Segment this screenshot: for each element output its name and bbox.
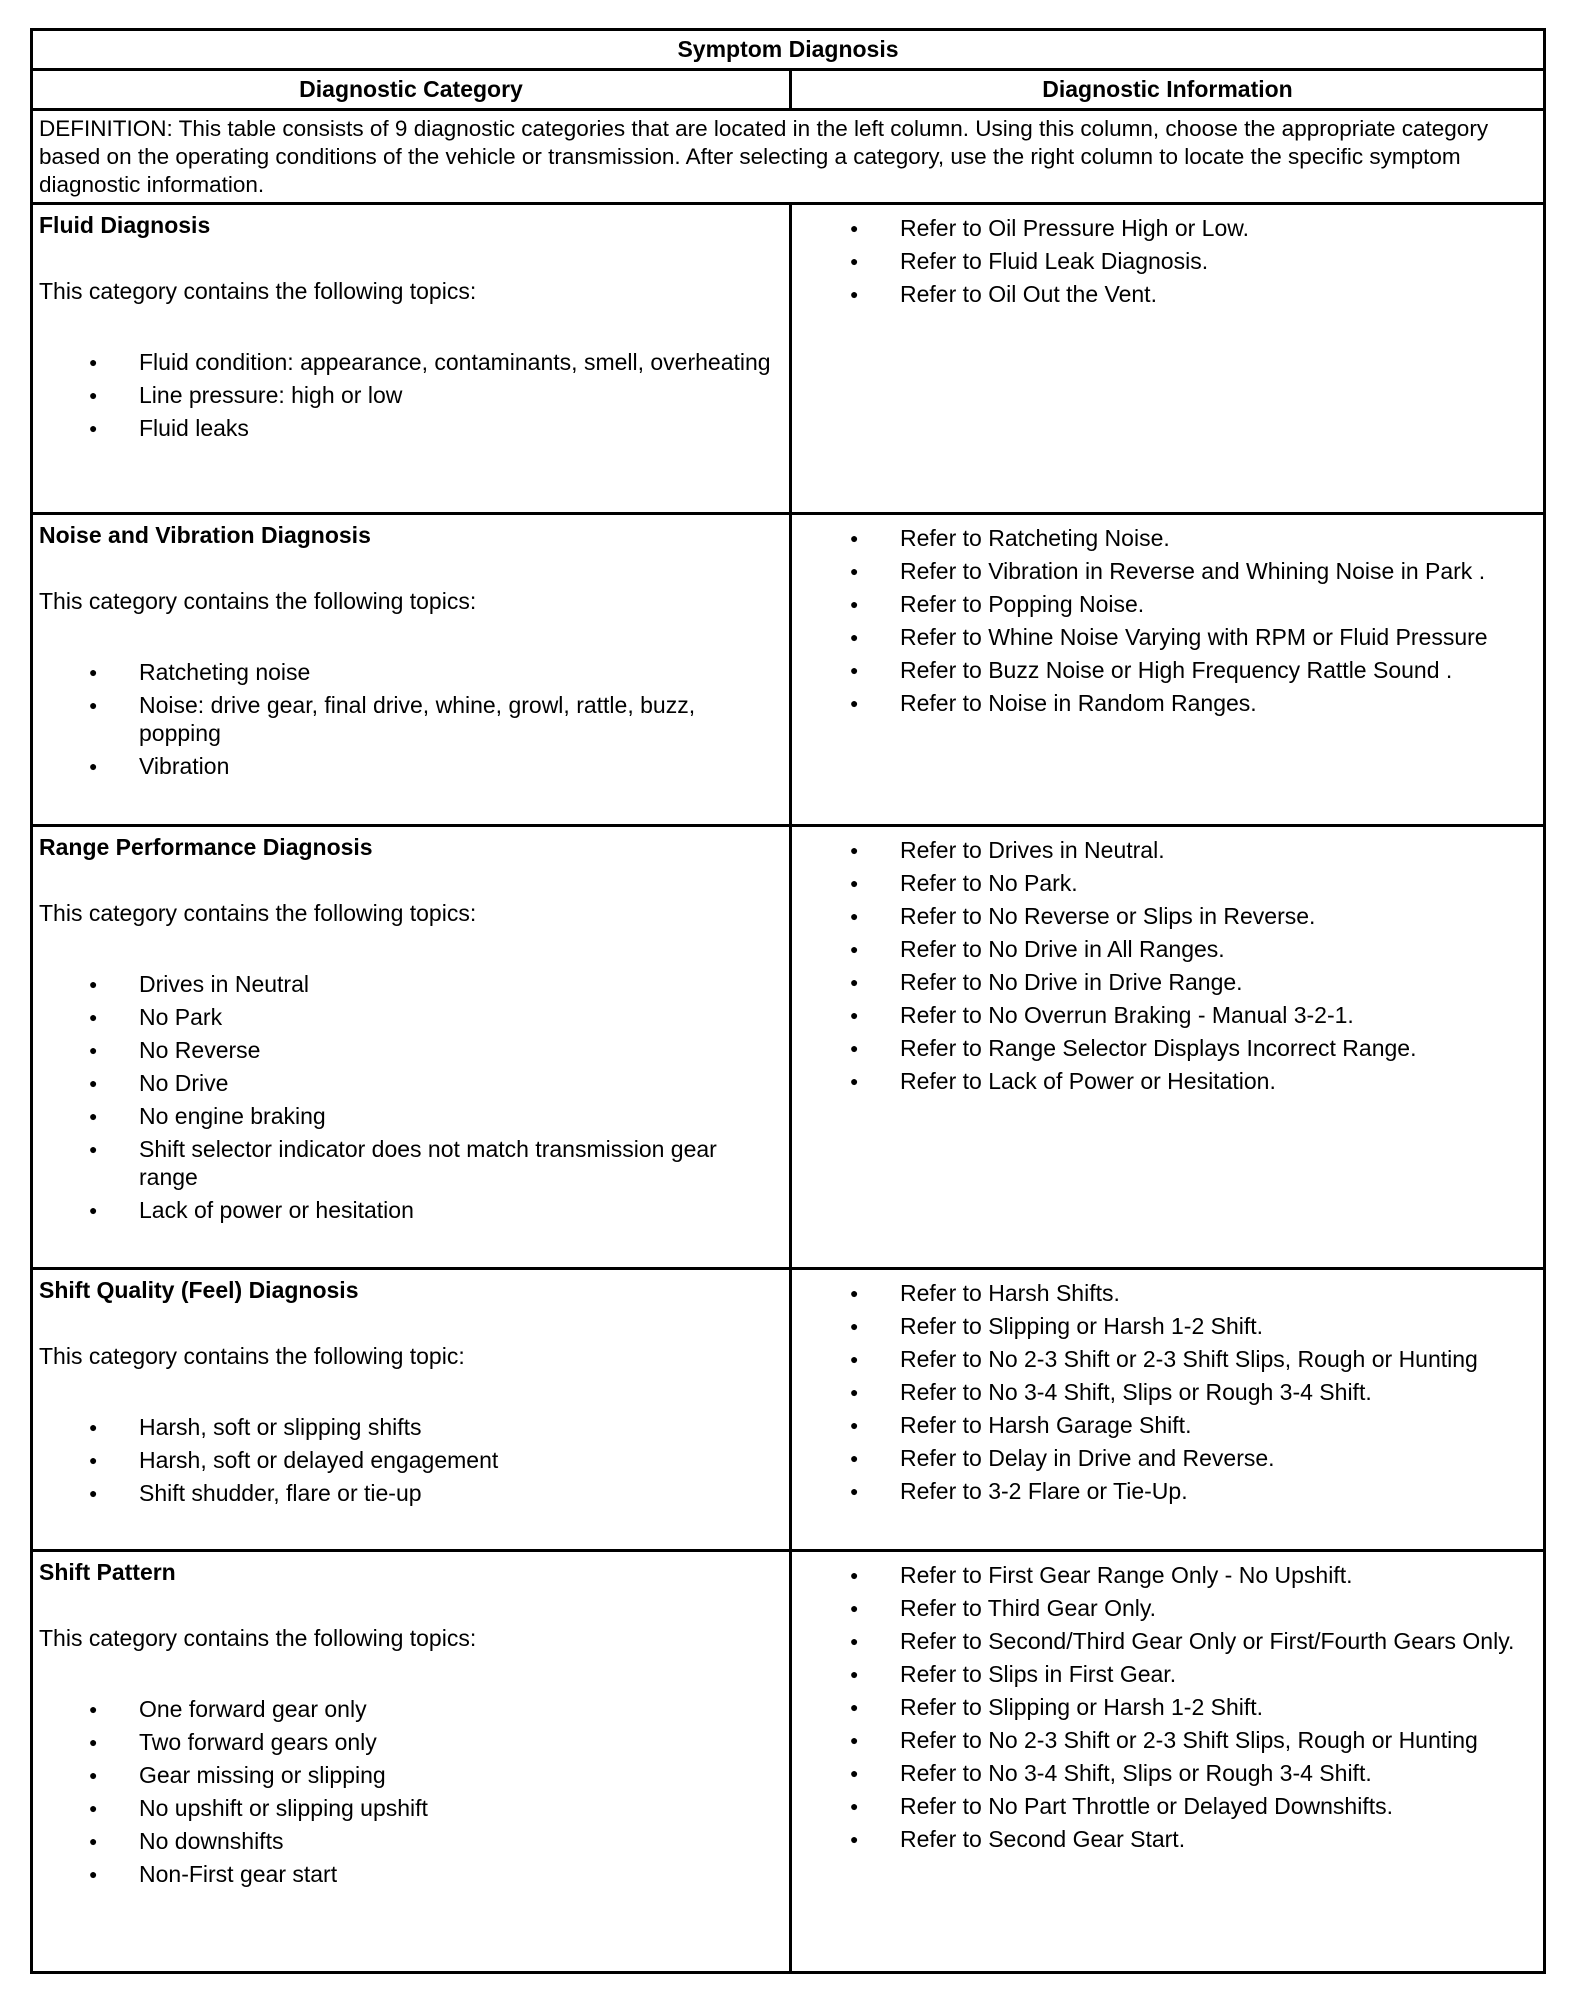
category-title: Range Performance Diagnosis xyxy=(39,834,373,860)
category-cell xyxy=(33,1552,792,1971)
reference-link[interactable]: ● Refer to Harsh Garage Shift. xyxy=(798,1411,1537,1439)
reference-link[interactable]: ● Refer to No 3-4 Shift, Slips or Rough 3-4 Shift. xyxy=(798,1759,1537,1787)
topic-item: ● Line pressure: high or low xyxy=(39,381,783,409)
reference-list xyxy=(798,524,1537,717)
topic-list xyxy=(39,970,783,1224)
reference-link[interactable]: ● Refer to Drives in Neutral. xyxy=(798,836,1537,864)
reference-list xyxy=(798,1561,1537,1853)
topic-item: ● No upshift or slipping upshift xyxy=(39,1794,783,1822)
category-title: Noise and Vibration Diagnosis xyxy=(39,522,371,548)
reference-list xyxy=(798,1279,1537,1505)
topic-item: ● Fluid condition: appearance, contaminants, smell, overheating xyxy=(39,348,783,376)
reference-link[interactable]: ● Refer to Buzz Noise or High Frequency Rattle Sound . xyxy=(798,656,1537,684)
symptom-diagnosis-table xyxy=(30,28,1546,1974)
reference-link[interactable]: ● Refer to No Reverse or Slips in Reverse. xyxy=(798,902,1537,930)
topic-item: ● Noise: drive gear, final drive, whine, growl, rattle, buzz, popping xyxy=(39,691,783,747)
definition-text: DEFINITION: This table consists of 9 diagnostic categories that are located in the left column. Using this column, choose the appropriate category based on the operating conditions of the vehicle or transmission. After selecting a category, use the right column to locate the specific symptom diagnostic information. xyxy=(39,116,1489,197)
topic-item: ● No Reverse xyxy=(39,1036,783,1064)
category-intro: This category contains the following topics: xyxy=(39,900,477,926)
topic-item: ● Gear missing or slipping xyxy=(39,1761,783,1789)
category-title: Shift Quality (Feel) Diagnosis xyxy=(39,1277,359,1303)
topic-item: ● No Park xyxy=(39,1003,783,1031)
reference-link[interactable]: ● Refer to Delay in Drive and Reverse. xyxy=(798,1444,1537,1472)
reference-link[interactable]: ● Refer to Ratcheting Noise. xyxy=(798,524,1537,552)
category-title: Shift Pattern xyxy=(39,1559,176,1585)
category-cell xyxy=(33,205,792,512)
information-cell xyxy=(792,1552,1543,1971)
topic-item: ● Lack of power or hesitation xyxy=(39,1196,783,1224)
reference-list xyxy=(798,214,1537,308)
category-intro: This category contains the following topics: xyxy=(39,1625,477,1651)
reference-link[interactable]: ● Refer to No 2-3 Shift or 2-3 Shift Slips, Rough or Hunting xyxy=(798,1726,1537,1754)
reference-link[interactable]: ● Refer to Oil Pressure High or Low. xyxy=(798,214,1537,242)
reference-link[interactable]: ● Refer to Slipping or Harsh 1-2 Shift. xyxy=(798,1693,1537,1721)
category-row xyxy=(33,1270,1543,1552)
reference-link[interactable]: ● Refer to First Gear Range Only - No Upshift. xyxy=(798,1561,1537,1589)
reference-link[interactable]: ● Refer to No Park. xyxy=(798,869,1537,897)
information-cell xyxy=(792,515,1543,824)
reference-link[interactable]: ● Refer to Vibration in Reverse and Whining Noise in Park . xyxy=(798,557,1537,585)
table-title-row xyxy=(33,31,1543,71)
reference-link[interactable]: ● Refer to Third Gear Only. xyxy=(798,1594,1537,1622)
reference-link[interactable]: ● Refer to Range Selector Displays Incorrect Range. xyxy=(798,1034,1537,1062)
definition-row xyxy=(33,111,1543,205)
topic-item: ● No downshifts xyxy=(39,1827,783,1855)
reference-link[interactable]: ● Refer to No Drive in All Ranges. xyxy=(798,935,1537,963)
table-header-row xyxy=(33,71,1543,111)
reference-link[interactable]: ● Refer to Slipping or Harsh 1-2 Shift. xyxy=(798,1312,1537,1340)
topic-item: ● Shift selector indicator does not match transmission gear range xyxy=(39,1135,783,1191)
reference-link[interactable]: ● Refer to Second/Third Gear Only or First/Fourth Gears Only. xyxy=(798,1627,1537,1655)
reference-link[interactable]: ● Refer to 3-2 Flare or Tie-Up. xyxy=(798,1477,1537,1505)
topic-item: ● Harsh, soft or slipping shifts xyxy=(39,1413,783,1441)
category-title: Fluid Diagnosis xyxy=(39,212,211,238)
topic-item: ● Shift shudder, flare or tie-up xyxy=(39,1479,783,1507)
topic-item: ● Harsh, soft or delayed engagement xyxy=(39,1446,783,1474)
topic-item: ● Drives in Neutral xyxy=(39,970,783,998)
reference-link[interactable]: ● Refer to Fluid Leak Diagnosis. xyxy=(798,247,1537,275)
reference-link[interactable]: ● Refer to Popping Noise. xyxy=(798,590,1537,618)
topic-list xyxy=(39,348,783,442)
topic-item: ● Ratcheting noise xyxy=(39,658,783,686)
category-intro: This category contains the following topic: xyxy=(39,1343,465,1369)
topic-item: ● Non-First gear start xyxy=(39,1860,783,1888)
category-row xyxy=(33,515,1543,827)
topic-item: ● One forward gear only xyxy=(39,1695,783,1723)
topic-item: ● No engine braking xyxy=(39,1102,783,1130)
reference-link[interactable]: ● Refer to Second Gear Start. xyxy=(798,1825,1537,1853)
topic-item: ● Fluid leaks xyxy=(39,414,783,442)
information-cell xyxy=(792,1270,1543,1549)
reference-link[interactable]: ● Refer to Lack of Power or Hesitation. xyxy=(798,1067,1537,1095)
reference-link[interactable]: ● Refer to No Part Throttle or Delayed Downshifts. xyxy=(798,1792,1537,1820)
category-intro: This category contains the following topics: xyxy=(39,278,477,304)
information-cell xyxy=(792,827,1543,1267)
topic-item: ● Two forward gears only xyxy=(39,1728,783,1756)
category-cell xyxy=(33,827,792,1267)
reference-link[interactable]: ● Refer to No 2-3 Shift or 2-3 Shift Slips, Rough or Hunting xyxy=(798,1345,1537,1373)
reference-link[interactable]: ● Refer to Whine Noise Varying with RPM or Fluid Pressure xyxy=(798,623,1537,651)
category-row xyxy=(33,205,1543,515)
category-row xyxy=(33,1552,1543,1971)
topic-list xyxy=(39,1695,783,1888)
reference-link[interactable]: ● Refer to Noise in Random Ranges. xyxy=(798,689,1537,717)
reference-link[interactable]: ● Refer to No Overrun Braking - Manual 3-2-1. xyxy=(798,1001,1537,1029)
information-cell xyxy=(792,205,1543,512)
reference-link[interactable]: ● Refer to No 3-4 Shift, Slips or Rough 3-4 Shift. xyxy=(798,1378,1537,1406)
category-row xyxy=(33,827,1543,1270)
topic-item: ● No Drive xyxy=(39,1069,783,1097)
reference-link[interactable]: ● Refer to No Drive in Drive Range. xyxy=(798,968,1537,996)
topic-list xyxy=(39,1413,783,1507)
category-intro: This category contains the following topics: xyxy=(39,588,477,614)
topic-item: ● Vibration xyxy=(39,752,783,780)
topic-list xyxy=(39,658,783,780)
table-title: Symptom Diagnosis xyxy=(677,36,899,62)
category-cell xyxy=(33,1270,792,1549)
category-cell xyxy=(33,515,792,824)
reference-link[interactable]: ● Refer to Oil Out the Vent. xyxy=(798,280,1537,308)
reference-link[interactable]: ● Refer to Slips in First Gear. xyxy=(798,1660,1537,1688)
header-information: Diagnostic Information xyxy=(1042,76,1293,102)
reference-list xyxy=(798,836,1537,1095)
reference-link[interactable]: ● Refer to Harsh Shifts. xyxy=(798,1279,1537,1307)
header-category: Diagnostic Category xyxy=(33,71,792,108)
